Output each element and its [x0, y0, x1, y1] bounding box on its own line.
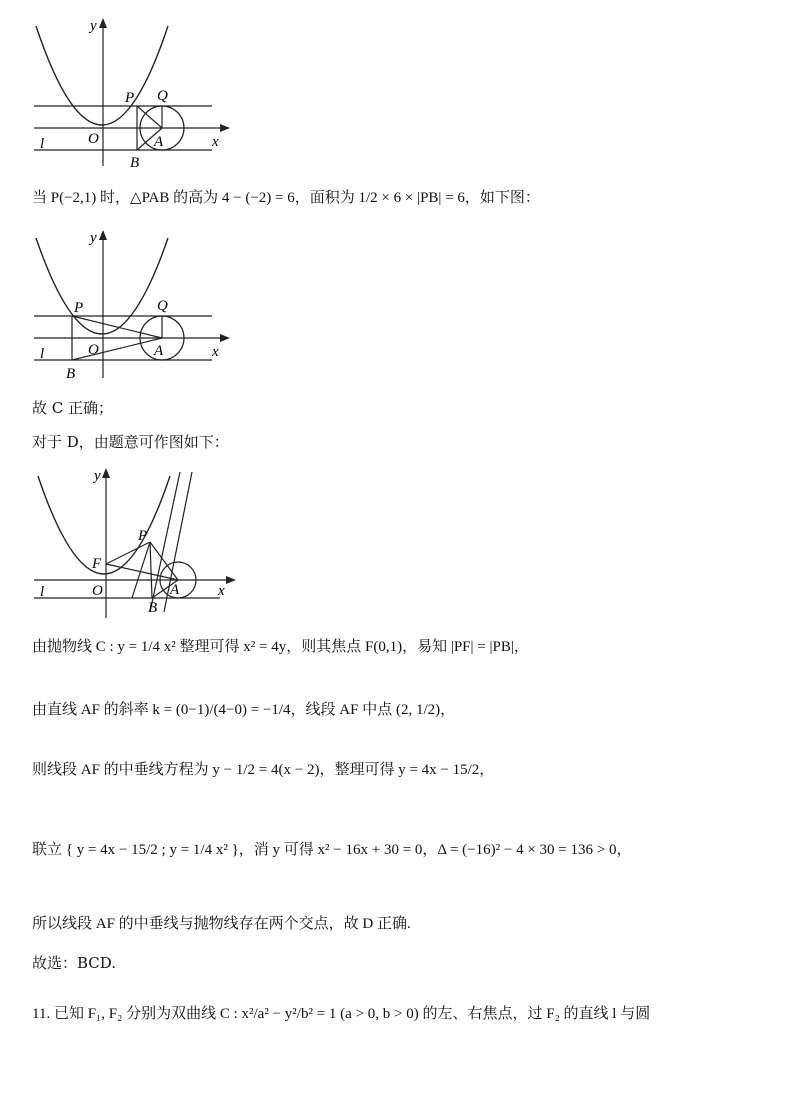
- figure-1-graph: [30, 14, 230, 170]
- label-O: O: [88, 131, 99, 147]
- label-x: x: [212, 344, 219, 360]
- parabola-curve: [36, 238, 168, 334]
- figure-2-graph: [30, 224, 230, 384]
- label-Q: Q: [157, 88, 168, 104]
- text-line-8: 所以线段 AF 的中垂线与抛物线存在两个交点，故 D 正确.: [32, 916, 411, 932]
- segment-BA: [72, 338, 162, 360]
- text-line-10: 11. 已知 F₁, F₂ 分别为双曲线 C : x²/a² − y²/b² = 1 (a > 0, b > 0) 的左、右焦点，过 F₂ 的直线 l 与圆: [32, 1006, 651, 1022]
- text-line-2: 故 C 正确；: [32, 399, 114, 417]
- figure-3-graph: [30, 462, 240, 622]
- label-F: F: [92, 556, 102, 572]
- label-O: O: [88, 342, 99, 358]
- label-A: A: [154, 343, 164, 359]
- label-A: A: [170, 582, 180, 598]
- figure-2: [30, 224, 230, 384]
- label-l: l: [40, 136, 45, 152]
- text-line-3: 对于 D，由题意可作图如下：: [32, 433, 229, 451]
- label-l: l: [40, 346, 45, 362]
- y-axis-arrow: [99, 230, 107, 240]
- label-y: y: [90, 18, 97, 34]
- label-O: O: [92, 583, 103, 599]
- x-axis-arrow: [220, 124, 230, 132]
- figure-3: [30, 462, 240, 622]
- segment-PB: [150, 542, 152, 598]
- label-P: P: [74, 300, 84, 316]
- x-axis-arrow: [220, 334, 230, 342]
- text-line-6: 则线段 AF 的中垂线方程为 y − 1/2 = 4(x − 2)，整理可得 y = 4x − 15/2，: [32, 762, 495, 778]
- label-B: B: [148, 600, 158, 616]
- segment-PA: [72, 316, 162, 338]
- text-line-5: 由直线 AF 的斜率 k = (0−1)/(4−0) = −1/4，线段 AF 中点 (2, 1/2)，: [32, 702, 456, 718]
- y-axis-arrow: [99, 18, 107, 28]
- figure-1: [30, 14, 230, 170]
- label-y: y: [90, 230, 97, 246]
- label-B: B: [66, 366, 76, 382]
- x-axis-arrow: [226, 576, 236, 584]
- label-y: y: [94, 468, 101, 484]
- y-axis-arrow: [102, 468, 110, 478]
- label-x: x: [218, 583, 225, 599]
- label-B: B: [130, 155, 140, 170]
- text-line-4: 由抛物线 C : y = 1/4 x² 整理可得 x² = 4y，则其焦点 F(0,1)，易知 |PF| = |PB|，: [32, 639, 529, 655]
- label-x: x: [212, 134, 219, 150]
- label-A: A: [154, 134, 164, 150]
- text-line-7: 联立 { y = 4x − 15/2 ; y = 1/4 x² }，消 y 可得 x² − 16x + 30 = 0，Δ = (−16)² − 4 × 30 = 136 > 0，: [32, 842, 632, 858]
- label-P: P: [138, 528, 148, 544]
- text-line-1: 当 P(−2,1) 时，△PAB 的高为 4 − (−2) = 6，面积为 1/2 × 6 × |PB| = 6，如下图：: [32, 190, 540, 206]
- label-l: l: [40, 584, 45, 600]
- text-line-9: 故选：BCD.: [32, 954, 117, 972]
- label-Q: Q: [157, 298, 168, 314]
- label-P: P: [125, 90, 135, 106]
